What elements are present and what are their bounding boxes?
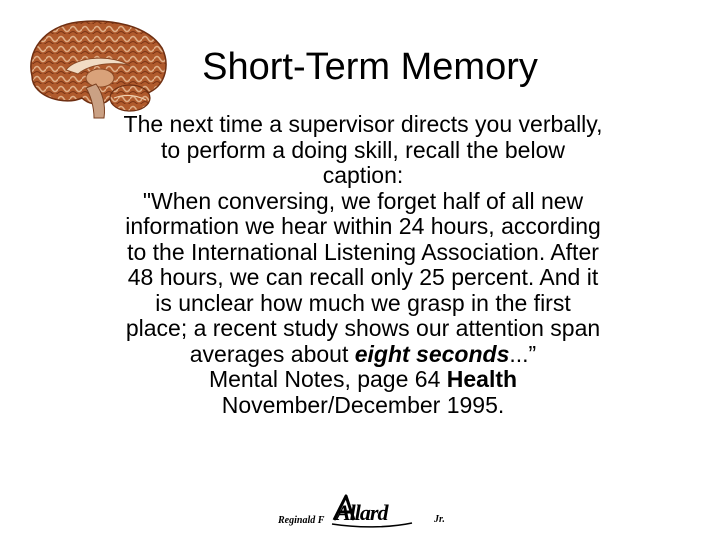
quote-line: information we hear within 24 hours, according bbox=[125, 213, 601, 239]
quote-last-prefix: averages about bbox=[189, 340, 355, 367]
citation-magazine: Health bbox=[446, 366, 518, 392]
quote-last-suffix: ...” bbox=[509, 340, 537, 367]
quote-line: place; a recent study shows our attention span bbox=[125, 315, 601, 341]
quote-line: "When conversing, we forget half of all new bbox=[142, 187, 584, 214]
quote-last-line bbox=[58, 342, 668, 368]
intro-line: to perform a doing skill, recall the below bbox=[161, 136, 565, 163]
quote-line: is unclear how much we grasp in the first bbox=[155, 289, 571, 316]
intro-line: The next time a supervisor directs you verbally, bbox=[123, 111, 603, 137]
body-text bbox=[58, 112, 668, 418]
intro-line: caption: bbox=[322, 162, 404, 188]
signature-last-name: Allard bbox=[336, 500, 388, 525]
cerebellum bbox=[110, 85, 150, 111]
brain-image bbox=[22, 14, 170, 124]
signature-first-name: Reginald F bbox=[278, 515, 325, 526]
signature-suffix: Jr. bbox=[434, 514, 445, 525]
quote-line: to the International Listening Association. After bbox=[127, 238, 599, 265]
quote-emphasis: eight seconds bbox=[354, 340, 510, 367]
slide-title: Short-Term Memory bbox=[202, 46, 538, 88]
quote-line: 48 hours, we can recall only 25 percent. And it bbox=[127, 264, 599, 290]
citation-prefix: Mental Notes, page 64 bbox=[208, 366, 447, 392]
thalamus bbox=[86, 69, 114, 87]
signature-image bbox=[276, 490, 458, 532]
citation-date: November/December 1995. bbox=[221, 391, 505, 418]
citation-line bbox=[58, 367, 668, 393]
